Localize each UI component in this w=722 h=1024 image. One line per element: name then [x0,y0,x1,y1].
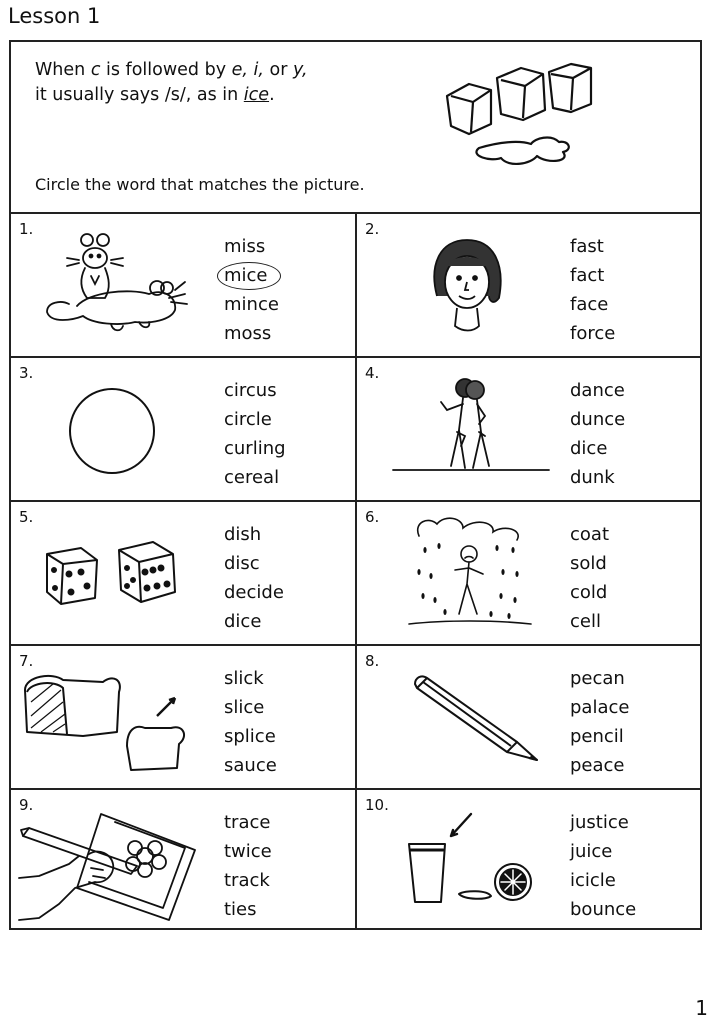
worksheet-frame [9,40,702,930]
word-option[interactable]: disc [224,553,260,574]
ice-cubes-icon [439,64,599,176]
word-option[interactable]: dice [224,611,262,632]
rain-cold-icon [405,516,535,630]
instruction-text: Circle the word that matches the picture. [35,175,365,194]
exercise-grid [11,214,700,930]
rule-letter-c: c [90,60,101,80]
rule-text: When [35,60,91,80]
word-option[interactable]: dunce [570,409,626,430]
dancers-icon [393,376,549,488]
word-option[interactable]: circle [224,409,272,430]
circle-icon [67,386,157,476]
rule-text: is followed by [100,60,232,80]
intro-section [11,42,700,214]
word-option[interactable]: sauce [224,755,277,776]
exercise-cell-4 [357,358,700,502]
exercise-cell-9 [11,790,357,930]
rule-line-2 [35,83,275,107]
exercise-cell-3 [11,358,357,502]
word-option[interactable]: fast [570,236,604,257]
rule-line-1 [35,58,308,82]
word-option[interactable]: force [570,323,616,344]
word-list [224,664,277,780]
bread-slice-icon [23,672,193,772]
word-option[interactable]: juice [570,841,613,862]
word-option[interactable]: splice [224,726,276,747]
word-option[interactable]: peace [570,755,625,776]
pencil-icon [413,674,543,764]
rule-text: . [269,85,275,105]
word-list [570,376,625,492]
word-option[interactable]: palace [570,697,630,718]
example-word-ice: ice [243,85,270,105]
word-option[interactable]: circus [224,380,277,401]
word-option[interactable]: cell [570,611,601,632]
word-list [570,664,629,780]
word-option[interactable]: pecan [570,668,625,689]
word-option[interactable]: pencil [570,726,624,747]
word-option[interactable]: curling [224,438,286,459]
exercise-cell-7 [11,646,357,790]
word-option[interactable]: face [570,294,609,315]
word-list [570,808,636,924]
word-option[interactable]: slice [224,697,265,718]
word-option[interactable]: mince [224,294,279,315]
tracing-hand-icon [19,808,199,926]
word-option[interactable]: dice [570,438,608,459]
word-list [224,232,279,348]
word-option[interactable]: miss [224,236,266,257]
word-option[interactable]: fact [570,265,605,286]
word-option[interactable]: cold [570,582,608,603]
word-list [570,232,615,348]
word-option[interactable]: moss [224,323,272,344]
exercise-cell-1 [11,214,357,358]
exercise-number: 5. [19,508,34,526]
juice-glass-icon [407,810,537,910]
word-option[interactable]: track [224,870,270,891]
word-list [224,376,286,492]
word-option[interactable]: dance [570,380,625,401]
face-icon [427,236,507,336]
lesson-title: Lesson 1 [8,4,101,28]
word-option[interactable]: slick [224,668,264,689]
word-option-circled[interactable]: mice [224,261,279,290]
exercise-cell-8 [357,646,700,790]
word-option[interactable]: justice [570,812,629,833]
exercise-number: 7. [19,652,34,670]
exercise-cell-6 [357,502,700,646]
word-option[interactable]: decide [224,582,284,603]
exercise-number: 8. [365,652,380,670]
word-option[interactable]: twice [224,841,272,862]
exercise-number: 9. [19,796,34,814]
exercise-cell-2 [357,214,700,358]
word-option[interactable]: cereal [224,467,280,488]
word-option[interactable]: icicle [570,870,616,891]
word-option[interactable]: dunk [570,467,615,488]
word-list [570,520,609,636]
exercise-number: 2. [365,220,380,238]
mice-icon [39,228,189,338]
rule-text: or [263,60,293,80]
page-number: 1 [695,996,708,1020]
dice-icon [41,540,181,610]
word-list [224,808,272,924]
rule-letter-y: y, [293,60,308,80]
exercise-number: 1. [19,220,34,238]
exercise-number: 6. [365,508,380,526]
exercise-cell-10 [357,790,700,930]
exercise-number: 3. [19,364,34,382]
exercise-number: 4. [365,364,380,382]
word-option[interactable]: coat [570,524,609,545]
rule-text: it usually says /s/, as in [35,85,244,105]
word-option[interactable]: trace [224,812,271,833]
exercise-cell-5 [11,502,357,646]
exercise-number: 10. [365,796,389,814]
word-option[interactable]: bounce [570,899,637,920]
rule-letters-ei: e, i, [231,60,264,80]
word-option[interactable]: sold [570,553,607,574]
word-option[interactable]: ties [224,899,257,920]
word-option[interactable]: dish [224,524,262,545]
word-list [224,520,284,636]
